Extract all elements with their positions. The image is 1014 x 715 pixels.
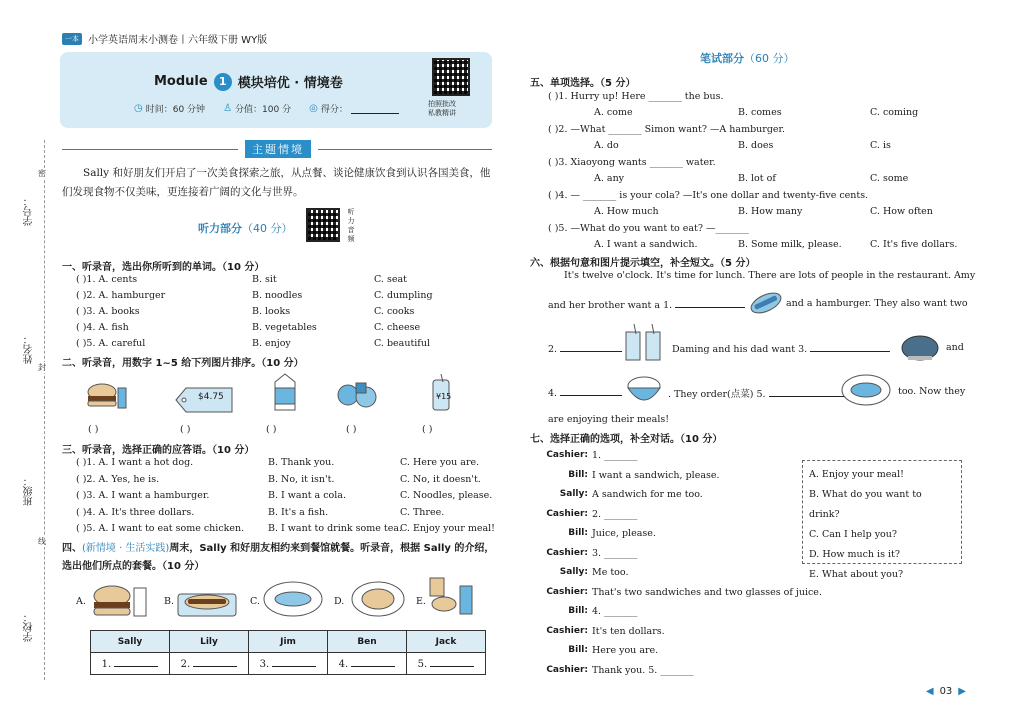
meal-label-b: B. xyxy=(164,596,175,607)
q3-option-b: B. I want a cola. xyxy=(268,490,346,501)
q3-option-b: B. I want to drink some tea. xyxy=(268,523,403,534)
series-header xyxy=(62,31,267,46)
q1-option-c: C. cooks xyxy=(374,306,415,317)
q1-option-b: B. noodles xyxy=(252,290,303,301)
q2-heading: 二、听录音，用数字 1~5 给下列图片排序。（10 分） xyxy=(62,358,304,369)
q4-heading: 四、(新情境 · 生活实践)周末，Sally 和好朋友相约来到餐馆就餐。听录音，根据 Sally 的介绍，选出他们所点的套餐。（10 分） xyxy=(62,543,495,572)
q3-option-b: B. Thank you. xyxy=(268,457,335,468)
dialog-speaker: Cashier: xyxy=(546,625,588,636)
meal-label-c: C. xyxy=(250,596,260,607)
module-label: Module xyxy=(154,74,208,89)
module-number: 1 xyxy=(214,73,232,91)
meal-label-d: D. xyxy=(334,596,345,607)
table-header-jack: Jack xyxy=(407,631,486,653)
school-label: 学校： xyxy=(24,612,35,642)
dialog-line-10: It's ten dollars. xyxy=(592,625,665,637)
price-tag-text: $4.75 xyxy=(198,392,224,402)
juice-glasses-image xyxy=(620,326,668,362)
q2-paren-5[interactable]: ( ) xyxy=(422,424,433,435)
q5-option-c: C. some xyxy=(870,173,909,184)
dialog-speaker: Sally: xyxy=(559,567,588,577)
rice-bowl-image xyxy=(622,372,666,408)
q5-option-c: C. How often xyxy=(870,206,933,217)
option-a: A. Enjoy your meal! xyxy=(809,469,904,480)
clock-icon: ◷ xyxy=(134,103,143,114)
module-subtitle: 模块培优 · 情境卷 xyxy=(237,76,343,91)
dialog-line-2: I want a sandwich, please. xyxy=(592,469,720,481)
q3-option-b: B. No, it isn't. xyxy=(268,473,335,485)
cup-label: ¥15 xyxy=(436,392,452,401)
q6-line-3: 2. xyxy=(548,342,622,355)
answer-cell-3[interactable]: 3. xyxy=(249,653,328,675)
q5-option-c: C. It's five dollars. xyxy=(870,239,958,250)
q5-option-b: B. does xyxy=(738,140,774,151)
option-e: E. What about you? xyxy=(809,569,904,580)
dialog-line-9[interactable]: 4. _______ xyxy=(592,606,638,617)
person-icon: ♙ xyxy=(223,103,233,114)
answer-cell-4[interactable]: 4. xyxy=(328,653,407,675)
dialog-speaker: Bill: xyxy=(568,606,588,616)
q1-option-c: C. seat xyxy=(374,274,407,285)
dialog-speaker: Cashier: xyxy=(546,586,588,597)
listening-qr-code[interactable] xyxy=(306,208,340,242)
module-title xyxy=(154,72,343,91)
student-number-label: 学号： xyxy=(24,196,35,226)
q3-option-c: C. No, it doesn't. xyxy=(400,473,481,485)
q1-option-c: C. cheese xyxy=(374,322,421,333)
q5-option-a: A. I want a sandwich. xyxy=(594,239,698,250)
dialog-line-12[interactable]: Thank you. 5. _______ xyxy=(592,664,694,676)
q3-option-c: C. Noodles, please. xyxy=(400,490,493,501)
noodle-plate-image xyxy=(348,580,408,616)
table-header-jim: Jim xyxy=(249,631,328,653)
table-header-sally: Sally xyxy=(91,631,170,653)
target-icon: ◎ xyxy=(309,103,318,114)
q1-option-b: B. looks xyxy=(252,306,291,317)
burger-fries-image xyxy=(428,578,478,614)
q6-line-2b: and a hamburger. They also want two xyxy=(786,298,968,309)
milk-carton-image xyxy=(262,374,308,410)
q3-item-3[interactable]: ( )3. A. I want a hamburger. xyxy=(76,490,210,501)
module-banner xyxy=(60,52,492,128)
meal-label-e: E. xyxy=(416,596,426,607)
q7-heading: 七、选择正确的选项，补全对话。（10 分） xyxy=(530,434,723,445)
q5-option-a: A. come xyxy=(594,107,633,118)
time-info: 时间：60 分钟 xyxy=(145,105,206,115)
q6-line-4b: . They order(点菜) 5. xyxy=(668,386,845,400)
q1-option-b: B. vegetables xyxy=(252,322,317,333)
q2-paren-2[interactable]: ( ) xyxy=(180,424,191,435)
q5-option-a: A. do xyxy=(594,140,619,151)
burger-milk-meal-image xyxy=(90,582,150,618)
student-name-label: 姓名： xyxy=(24,334,35,364)
dialog-line-1[interactable]: 1. _______ xyxy=(592,450,638,461)
q1-item-3[interactable]: ( )3. A. books xyxy=(76,306,140,317)
answer-cell-1[interactable]: 1. xyxy=(91,653,170,675)
hotdog-image xyxy=(748,284,784,320)
q3-item-5[interactable]: ( )5. A. I want to eat some chicken. xyxy=(76,523,245,534)
q3-option-c: C. Enjoy your meal! xyxy=(400,523,495,534)
q6-heading: 六、根据句意和图片提示填空，补全短文。（5 分） xyxy=(530,258,756,269)
dialog-line-4[interactable]: 2. _______ xyxy=(592,508,638,520)
q3-item-4[interactable]: ( )4. A. It's three dollars. xyxy=(76,506,195,518)
class-label: 班级： xyxy=(24,476,35,506)
dialog-options-box xyxy=(802,460,962,580)
listening-qr-caption: 听力音频 xyxy=(347,208,355,243)
q2-paren-3[interactable]: ( ) xyxy=(266,424,277,435)
theme-divider xyxy=(62,140,492,158)
dialog-line-8: That's two sandwiches and two glasses of juice. xyxy=(592,586,822,598)
q6-line-3c: and xyxy=(946,342,964,353)
got-blank[interactable] xyxy=(351,104,399,114)
q6-blank-2[interactable] xyxy=(560,342,622,352)
price-tag-image xyxy=(174,382,234,418)
dialog-line-6[interactable]: 3. _______ xyxy=(592,547,638,559)
listening-title: 听力部分（40 分） xyxy=(198,222,293,235)
module-info xyxy=(134,102,399,115)
q1-heading: 一、听录音，选出你所听到的单词。（10 分） xyxy=(62,262,265,273)
binding-word-fold: 封 xyxy=(38,363,46,372)
q6-line-4: 4. xyxy=(548,386,622,399)
q2-paren-4[interactable]: ( ) xyxy=(346,424,357,435)
q3-option-c: C. Here you are. xyxy=(400,457,480,468)
q5-question-3[interactable]: ( )3. Xiaoyong wants _______ water. xyxy=(548,157,716,168)
table-header-ben: Ben xyxy=(328,631,407,653)
drink-cup-image xyxy=(418,376,464,412)
q1-option-b: B. enjoy xyxy=(252,338,291,349)
q5-option-b: B. comes xyxy=(738,107,782,118)
theme-text: Sally 和好朋友们开启了一次美食探索之旅，从点餐、谈论健康饮食到认识各国美食，他们发现食物不仅美味，更连接着广阔的文化与世界。 xyxy=(62,167,491,198)
binding-word-line: 线 xyxy=(38,537,46,546)
q6-line-5: are enjoying their meals! xyxy=(548,414,670,425)
series-badge: 一本 xyxy=(62,33,82,45)
qr-caption: 拍照批改 私教精讲 xyxy=(428,100,456,117)
q1-item-4[interactable]: ( )4. A. fish xyxy=(76,322,129,333)
dialog-line-7: Me too. xyxy=(592,567,629,578)
q6-blank-1[interactable] xyxy=(675,298,745,308)
q6-blank-5[interactable] xyxy=(769,387,845,397)
score-info: 分值：100 分 xyxy=(235,105,292,115)
dialog-speaker: Cashier: xyxy=(546,664,588,675)
dialog-speaker: Bill: xyxy=(568,645,588,655)
q3-item-1[interactable]: ( )1. A. I want a hot dog. xyxy=(76,457,194,468)
q5-option-b: B. lot of xyxy=(738,173,776,184)
q5-question-1[interactable]: ( )1. Hurry up! Here _______ the bus. xyxy=(548,91,724,102)
next-page-icon[interactable]: ▶ xyxy=(958,686,966,697)
dialog-speaker: Cashier: xyxy=(546,547,588,558)
option-d: D. How much is it? xyxy=(809,549,900,560)
option-b: B. What do you want to drink? xyxy=(809,489,922,520)
dialog-speaker: Sally: xyxy=(559,489,588,499)
option-c: C. Can I help you? xyxy=(809,529,897,540)
burger-cola-image xyxy=(84,378,130,414)
answer-cell-5[interactable]: 5. xyxy=(407,653,486,675)
prev-page-icon[interactable]: ◀ xyxy=(925,686,934,697)
q1-option-b: B. sit xyxy=(252,274,277,285)
meal-answer-table xyxy=(90,630,486,675)
binding-word-seal: 密 xyxy=(38,169,46,178)
q1-option-c: C. beautiful xyxy=(374,338,430,349)
q5-question-4[interactable]: ( )4. — _______ is your cola? —It's one dollar and twenty-five cents. xyxy=(548,190,869,201)
answer-cell-2[interactable]: 2. xyxy=(170,653,249,675)
got-info: 得分： xyxy=(320,105,348,115)
page-number: ◀ 03 ▶ xyxy=(925,686,966,697)
q6-blank-4[interactable] xyxy=(560,386,622,396)
dialog-speaker: Bill: xyxy=(568,528,588,538)
q1-item-1[interactable]: ( )1. A. cents xyxy=(76,274,138,285)
q5-option-a: A. any xyxy=(594,173,625,184)
roast-chicken-image xyxy=(898,328,942,364)
dialog-speaker: Cashier: xyxy=(546,508,588,519)
q6-line-4c: too. Now they xyxy=(898,386,966,397)
series-title: 小学英语周末小测卷丨六年级下册 WY版 xyxy=(88,35,268,46)
vegetables-image xyxy=(334,378,384,414)
q1-item-5[interactable]: ( )5. A. careful xyxy=(76,338,146,349)
fish-dish-image xyxy=(840,372,892,408)
dialog-line-3: A sandwich for me too. xyxy=(592,489,703,500)
q5-option-b: B. How many xyxy=(738,206,803,217)
q5-option-c: C. coming xyxy=(870,107,919,118)
binding-dashed-line xyxy=(44,140,45,680)
q3-item-2[interactable]: ( )2. A. Yes, he is. xyxy=(76,473,160,485)
writing-title: 笔试部分（60 分） xyxy=(700,52,795,65)
q3-option-b: B. It's a fish. xyxy=(268,506,329,518)
q6-line-3b: Daming and his dad want 3. xyxy=(672,342,890,355)
theme-badge: 主题情境 xyxy=(245,140,311,158)
dialog-line-11: Here you are. xyxy=(592,645,659,656)
dialog-line-5: Juice, please. xyxy=(592,528,656,539)
table-header-lily: Lily xyxy=(170,631,249,653)
q5-option-b: B. Some milk, please. xyxy=(738,239,842,250)
grading-qr-code[interactable] xyxy=(432,58,470,96)
q1-item-2[interactable]: ( )2. A. hamburger xyxy=(76,290,166,301)
q5-question-5[interactable]: ( )5. —What do you want to eat? —_______ xyxy=(548,223,749,234)
q6-blank-3[interactable] xyxy=(810,342,890,352)
q3-heading: 三、听录音，选择正确的应答语。（10 分） xyxy=(62,445,255,456)
q3-option-c: C. Three. xyxy=(400,506,445,518)
q6-line-1: It's twelve o'clock. It's time for lunch. There are lots of people in the restaurant. Amy xyxy=(564,270,976,281)
q5-option-a: A. How much xyxy=(594,206,659,217)
hotdog-tray-image xyxy=(176,582,238,618)
q5-heading: 五、单项选择。（5 分） xyxy=(530,78,636,89)
dialog-speaker: Bill: xyxy=(568,469,588,480)
dialog-speaker: Cashier: xyxy=(546,450,588,460)
q1-option-c: C. dumpling xyxy=(374,290,433,301)
q2-paren-1[interactable]: ( ) xyxy=(88,424,99,435)
meal-label-a: A. xyxy=(76,596,86,607)
q5-option-c: C. is xyxy=(870,140,891,151)
fish-plate-image xyxy=(262,580,324,616)
q5-question-2[interactable]: ( )2. —What _______ Simon want? —A hamburger. xyxy=(548,124,786,135)
q6-line-2: and her brother want a 1. xyxy=(548,298,745,311)
